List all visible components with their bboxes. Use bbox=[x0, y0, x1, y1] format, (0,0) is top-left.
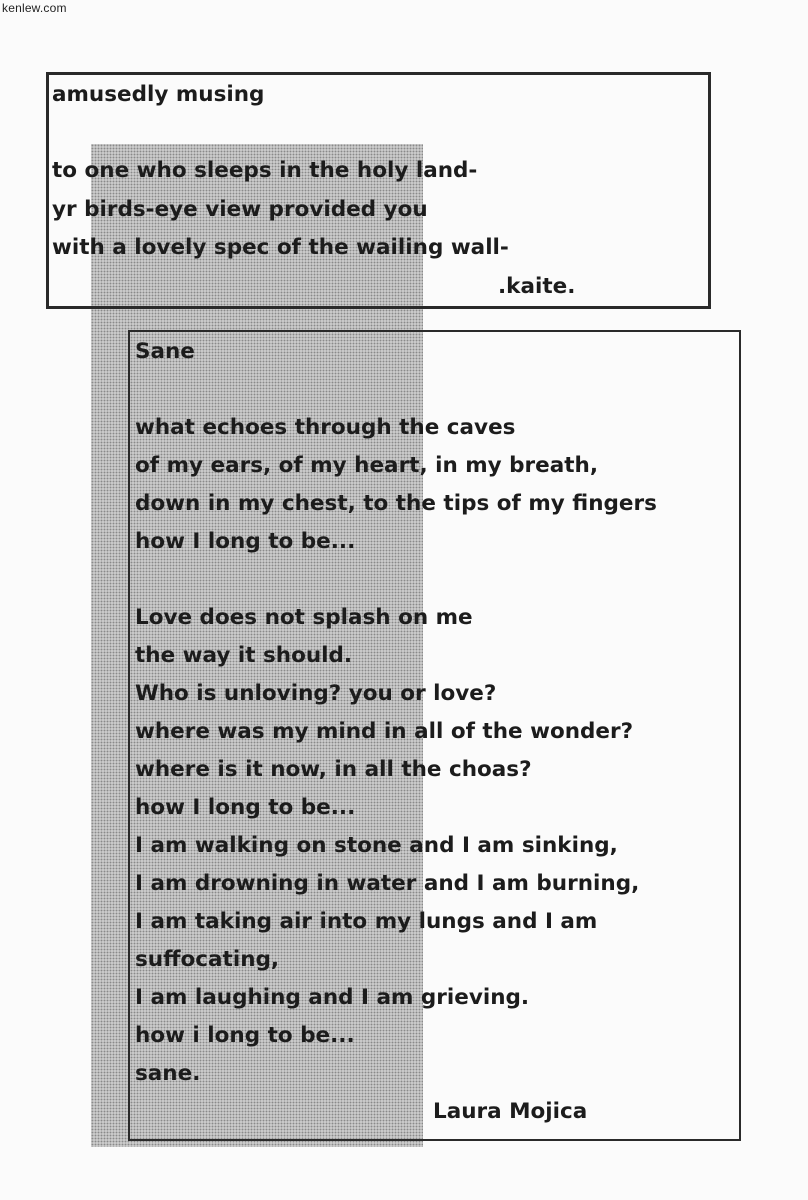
poem2-line: down in my chest, to the tips of my fingers bbox=[135, 491, 657, 516]
poem2-line: I am laughing and I am grieving. bbox=[135, 985, 530, 1010]
poem2-line: where is it now, in all the choas? bbox=[135, 757, 532, 782]
poem2-line: I am taking air into my lungs and I am bbox=[135, 909, 598, 934]
poem2-line: what echoes through the caves bbox=[135, 415, 516, 440]
poem2-line: I am walking on stone and I am sinking, bbox=[135, 833, 618, 858]
poem1-line: with a lovely spec of the wailing wall- bbox=[52, 235, 509, 260]
poem2-line: how i long to be... bbox=[135, 1023, 355, 1048]
poem2-line: how I long to be... bbox=[135, 795, 356, 820]
poem1-signature: .kaite. bbox=[498, 274, 576, 299]
poem2-title: Sane bbox=[135, 339, 195, 364]
poem2-line: how I long to be... bbox=[135, 529, 356, 554]
site-watermark: kenlew.com bbox=[2, 1, 67, 15]
poem1-line: to one who sleeps in the holy land- bbox=[52, 158, 478, 183]
poem2-line: the way it should. bbox=[135, 643, 353, 668]
poem2-author: Laura Mojica bbox=[433, 1099, 588, 1124]
poem2-line: Who is unloving? you or love? bbox=[135, 681, 497, 706]
poem2-line: suffocating, bbox=[135, 947, 280, 972]
poem2-line: of my ears, of my heart, in my breath, bbox=[135, 453, 598, 478]
poem2-line: I am drowning in water and I am burning, bbox=[135, 871, 640, 896]
poem1-title: amusedly musing bbox=[52, 82, 265, 107]
poem2-line: Love does not splash on me bbox=[135, 605, 473, 630]
poem2-line: where was my mind in all of the wonder? bbox=[135, 719, 634, 744]
poem1-line: yr birds-eye view provided you bbox=[52, 197, 428, 222]
poem2-line: sane. bbox=[135, 1061, 201, 1086]
